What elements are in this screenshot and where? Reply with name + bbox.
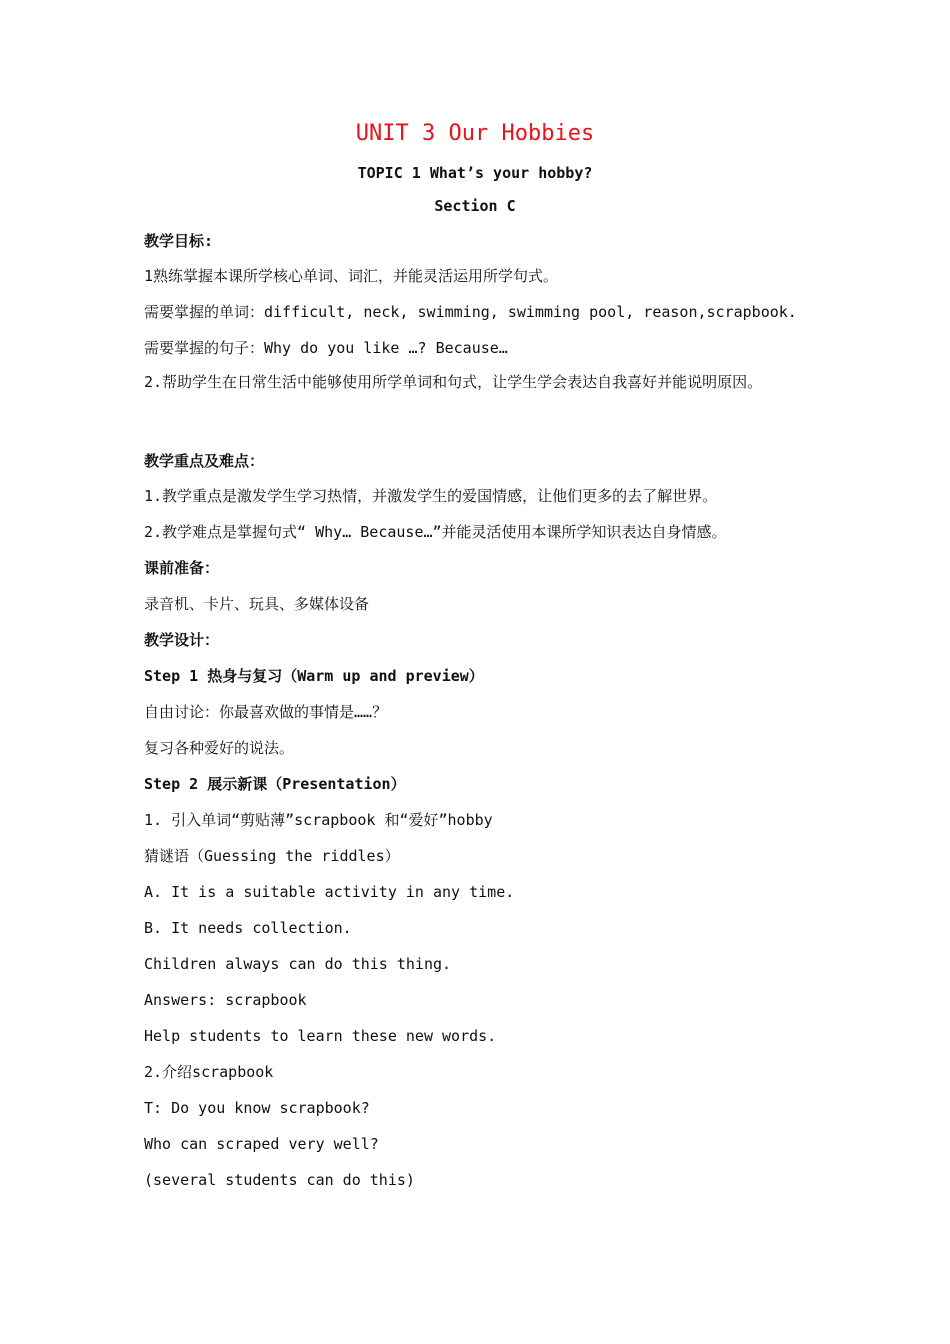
heading-preparation: 课前准备： xyxy=(144,559,220,577)
topic-title: TOPIC 1 What’s your hobby? xyxy=(357,164,593,182)
section-title: Section C xyxy=(434,197,516,215)
riddle-c: Children always can do this thing. xyxy=(144,955,452,973)
step-2-heading: Step 2 展示新课（Presentation） xyxy=(144,775,406,793)
step-1-review: 复习各种爱好的说法。 xyxy=(144,739,295,757)
key-point-1: 1.教学重点是激发学生学习热情，并激发学生的爱国情感，让他们更多的去了解世界。 xyxy=(144,487,718,505)
heading-objectives: 教学目标: xyxy=(144,232,214,250)
riddle-b: B. It needs collection. xyxy=(144,919,352,937)
objective-2: 2.帮助学生在日常生活中能够使用所学单词和句式，让学生学会表达自我喜好并能说明原因。 xyxy=(144,373,763,391)
step-2-item-2: 2.介绍scrapbook xyxy=(144,1063,274,1081)
vocabulary-line: 需要掌握的单词：difficult, neck, swimming, swimming pool, reason,scrapbook. xyxy=(144,303,797,321)
who-can-line: Who can scraped very well? xyxy=(144,1135,379,1153)
teacher-question: T: Do you know scrapbook? xyxy=(144,1099,370,1117)
step-1-heading: Step 1 热身与复习（Warm up and preview） xyxy=(144,667,484,685)
objective-1: 1熟练掌握本课所学核心单词、词汇，并能灵活运用所学句式。 xyxy=(144,267,559,285)
riddle-a: A. It is a suitable activity in any time. xyxy=(144,883,515,901)
key-point-2: 2.教学难点是掌握句式“ Why… Because…”并能灵活使用本课所学知识表达自身情感。 xyxy=(144,523,727,541)
sentence-line: 需要掌握的句子：Why do you like …? Because… xyxy=(144,339,508,357)
riddle-heading: 猜谜语（Guessing the riddles） xyxy=(144,847,400,865)
students-note: (several students can do this) xyxy=(144,1171,415,1189)
preparation-items: 录音机、卡片、玩具、多媒体设备 xyxy=(144,595,370,613)
riddle-answer: Answers: scrapbook xyxy=(144,991,307,1009)
unit-title: UNIT 3 Our Hobbies xyxy=(355,121,595,146)
heading-key-points: 教学重点及难点： xyxy=(144,452,265,470)
heading-design: 教学设计： xyxy=(144,631,220,649)
step-1-discussion: 自由讨论：你最喜欢做的事情是……？ xyxy=(144,703,388,721)
help-students-line: Help students to learn these new words. xyxy=(144,1027,497,1045)
step-2-item-1: 1. 引入单词“剪贴薄”scrapbook 和“爱好”hobby xyxy=(144,811,493,829)
